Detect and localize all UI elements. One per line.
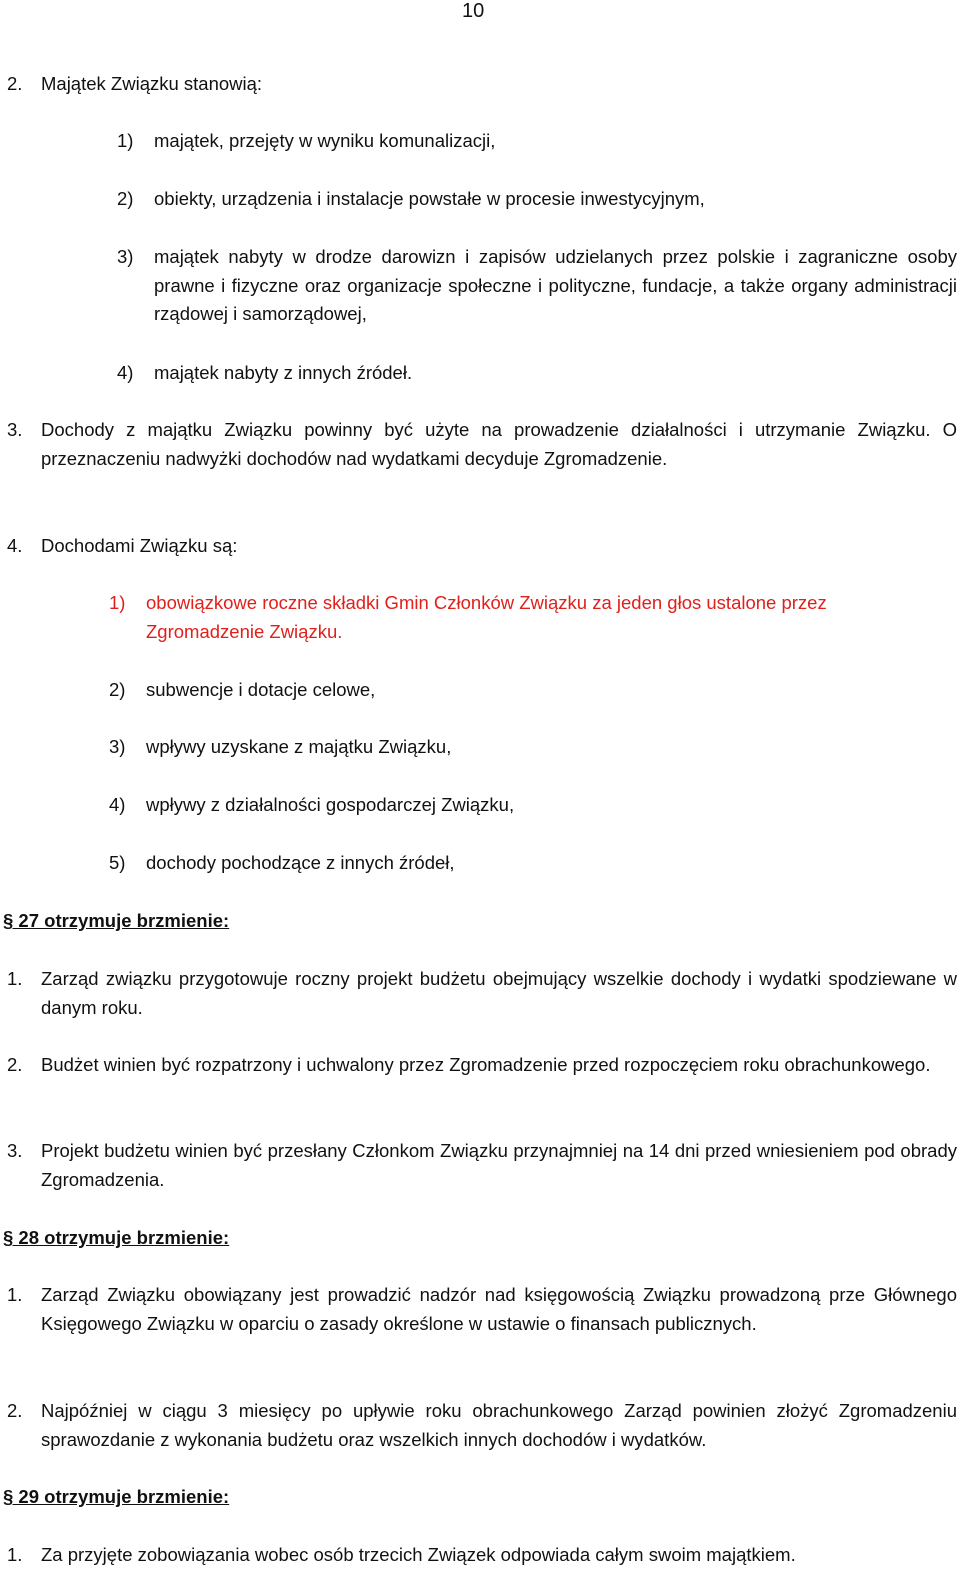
list-item-4-1 [109,589,949,646]
list-item-4-5 [109,849,949,878]
paragraph-text: Budżet winien być rozpatrzony i uchwalony przez Zgromadzenie przed rozpoczęciem roku obrachunkowego. [41,1054,931,1075]
paragraph-28-2 [7,1397,957,1454]
list-item-text: obowiązkowe roczne składki Gmin Członków Związku za jeden głos ustalone przez Zgromadzenie Związku. [146,592,827,642]
paragraph-27-1 [7,965,957,1022]
paragraph-number: 1. [7,1544,23,1565]
paragraph-number: 1. [7,968,23,989]
list-item-number: 2) [109,679,126,700]
paragraph-2 [7,70,957,99]
list-item-number: 4) [117,362,134,383]
list-item-text: wpływy z działalności gospodarczej Związku, [146,794,515,815]
paragraph-number: 2. [7,1400,23,1421]
list-item-2-3 [117,243,957,329]
paragraph-number: 3. [7,1140,23,1161]
list-item-number: 1) [117,130,134,151]
paragraph-text: Zarząd Związku obowiązany jest prowadzić nadzór nad księgowością Związku prowadzoną prze Głównego Księgowego Związku w oparciu o zasady określone w ustawie o finansach publicznych. [41,1284,957,1334]
paragraph-28-1 [7,1281,957,1338]
list-item-text: majątek nabyty z innych źródeł. [154,362,413,383]
paragraph-4 [7,532,957,561]
paragraph-number: 2. [7,1054,23,1075]
list-item-text: subwencje i dotacje celowe, [146,679,376,700]
list-item-text: obiekty, urządzenia i instalacje powstałe w procesie inwestycyjnym, [154,188,705,209]
list-item-2-4 [117,359,957,388]
paragraph-27-3 [7,1137,957,1194]
paragraph-number: 4. [7,535,23,556]
list-item-4-2 [109,676,949,705]
list-item-4-3 [109,733,949,762]
paragraph-text: Zarząd związku przygotowuje roczny projekt budżetu obejmujący wszelkie dochody i wydatki spodziewane w danym roku. [41,968,957,1018]
list-item-2-2 [117,185,957,214]
list-item-number: 1) [109,592,126,613]
paragraph-text: Majątek Związku stanowią: [41,73,263,94]
page-number: 10 [462,0,485,22]
list-item-text: majątek, przejęty w wyniku komunalizacji, [154,130,496,151]
paragraph-3 [7,416,957,473]
paragraph-text: Projekt budżetu winien być przesłany Członkom Związku przynajmniej na 14 dni przed wniesieniem pod obrady Zgromadzenia. [41,1140,957,1190]
paragraph-27-2 [7,1051,957,1080]
paragraph-29-1 [7,1541,957,1570]
paragraph-text: Za przyjęte zobowiązania wobec osób trzecich Związek odpowiada całym swoim majątkiem. [41,1544,796,1565]
paragraph-number: 3. [7,419,23,440]
paragraph-text: Najpóźniej w ciągu 3 miesięcy po upływie roku obrachunkowego Zarząd powinien złożyć Zgromadzeniu sprawozdanie z wykonania budżetu oraz wszelkich innych dochodów i wydatków. [41,1400,957,1450]
list-item-number: 5) [109,852,126,873]
list-item-number: 2) [117,188,134,209]
list-item-number: 3) [117,246,134,267]
list-item-number: 3) [109,736,126,757]
section-heading-28: § 28 otrzymuje brzmienie: [3,1227,230,1248]
list-item-text: majątek nabyty w drodze darowizn i zapisów udzielanych przez polskie i zagraniczne osoby prawne i fizyczne oraz organizacje społeczne i polityczne, fundacje, a także organy administracji rządowej i samorządowej, [154,246,957,324]
paragraph-number: 1. [7,1284,23,1305]
list-item-text: wpływy uzyskane z majątku Związku, [146,736,452,757]
paragraph-text: Dochody z majątku Związku powinny być użyte na prowadzenie działalności i utrzymanie Związku. O przeznaczeniu nadwyżki dochodów nad wydatkami decyduje Zgromadzenie. [41,419,957,469]
section-heading-29: § 29 otrzymuje brzmienie: [3,1486,230,1507]
section-heading-27: § 27 otrzymuje brzmienie: [3,910,230,931]
list-item-2-1 [117,127,957,156]
list-item-4-4 [109,791,949,820]
list-item-text: dochody pochodzące z innych źródeł, [146,852,455,873]
paragraph-number: 2. [7,73,23,94]
list-item-number: 4) [109,794,126,815]
paragraph-text: Dochodami Związku są: [41,535,238,556]
